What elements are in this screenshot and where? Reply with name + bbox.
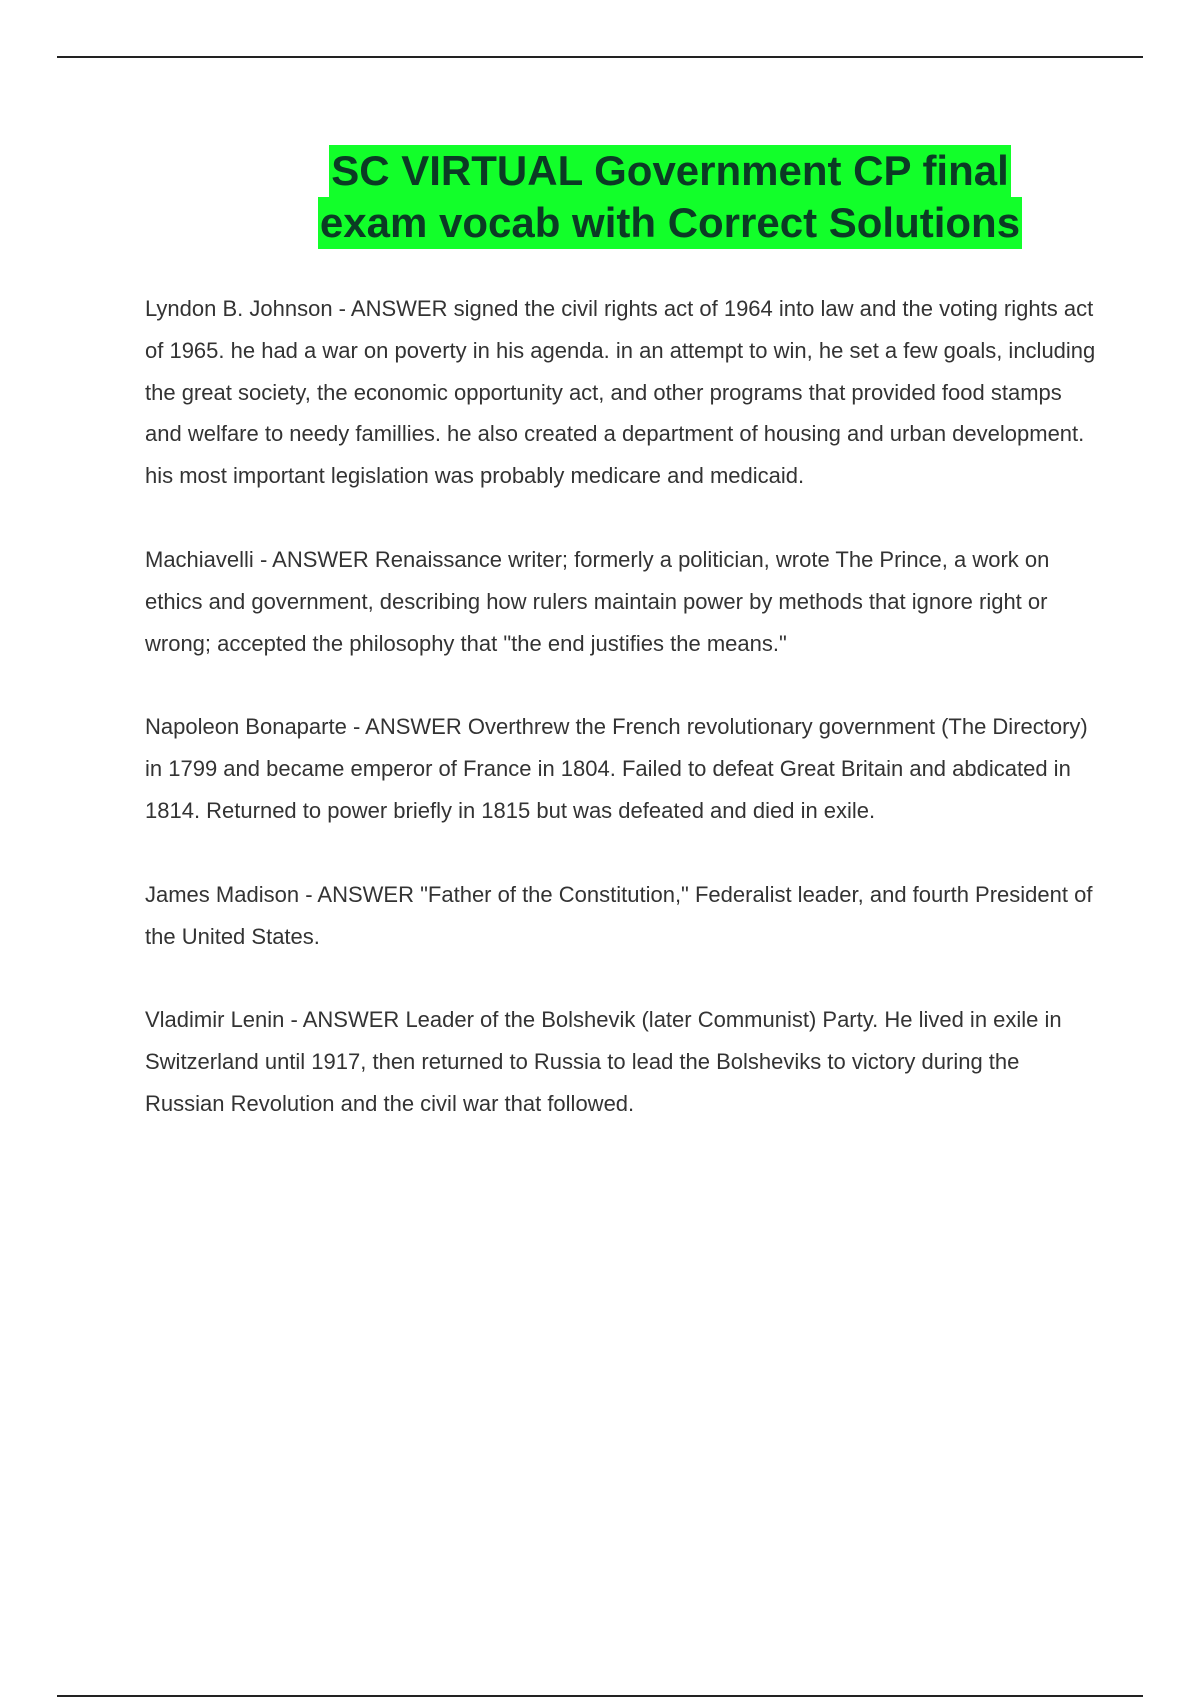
entry-answer-label: ANSWER bbox=[365, 714, 462, 740]
entry-definition: Leader of the Bolshevik (later Communist) Party. He lived in exile in Switzerland until 1917, then returned to Russia to lead the Bolsheviks to victory during the Russian Revolution and the civil war that followed. bbox=[145, 1007, 1068, 1116]
entry-separator: - bbox=[346, 714, 366, 740]
entry-definition: signed the civil rights act of 1964 into law and the voting rights act of 1965. he had a war on poverty in his agenda. in an attempt to win, he set a few goals, including the great society, the economic opportunity act, and other programs that provided food stamps and welfare to needy famillies. he also created a department of housing and urban development. his most important legislation was probably medicare and medicaid. bbox=[145, 296, 1102, 489]
entry-term: Machiavelli bbox=[145, 546, 254, 572]
entry-answer-label: ANSWER bbox=[272, 546, 369, 572]
entry-term: Napoleon Bonaparte bbox=[145, 714, 347, 740]
vocab-entry-lenin bbox=[145, 999, 1100, 1124]
entry-separator: - bbox=[332, 296, 351, 321]
entry-term: James Madison bbox=[145, 881, 300, 907]
vocab-entry-napoleon bbox=[145, 706, 1100, 831]
entry-separator: - bbox=[253, 546, 273, 572]
entry-separator: - bbox=[284, 1007, 303, 1033]
vocab-list bbox=[145, 288, 1100, 1167]
entry-definition: "Father of the Constitution," Federalist leader, and fourth President of the United States. bbox=[145, 881, 1099, 949]
entry-definition: Renaissance writer; formerly a politician, wrote The Prince, a work on ethics and government, describing how rulers maintain power by methods that ignore right or wrong; accepted the philosophy that "the end justifies the means." bbox=[145, 546, 1056, 656]
entry-answer-label: ANSWER bbox=[350, 296, 448, 321]
vocab-entry-johnson bbox=[145, 288, 1100, 497]
entry-answer-label: ANSWER bbox=[317, 881, 414, 907]
top-divider bbox=[57, 56, 1143, 58]
bottom-divider bbox=[57, 1695, 1143, 1697]
vocab-entry-madison bbox=[145, 874, 1100, 958]
title-line-2: exam vocab with Correct Solutions bbox=[318, 197, 1022, 249]
entry-separator: - bbox=[299, 881, 318, 907]
document-title bbox=[250, 145, 1090, 249]
vocab-entry-machiavelli bbox=[145, 539, 1100, 664]
title-line-1: SC VIRTUAL Government CP final bbox=[329, 145, 1011, 197]
entry-term: Vladimir Lenin bbox=[145, 1007, 285, 1033]
entry-answer-label: ANSWER bbox=[302, 1007, 400, 1033]
entry-definition: Overthrew the French revolutionary government (The Directory) in 1799 and became emperor of France in 1804. Failed to defeat Great Britain and abdicated in 1814. Returned to power briefly in 1815 but was defeated and died in exile. bbox=[145, 714, 1094, 823]
entry-term: Lyndon B. Johnson bbox=[145, 296, 333, 321]
